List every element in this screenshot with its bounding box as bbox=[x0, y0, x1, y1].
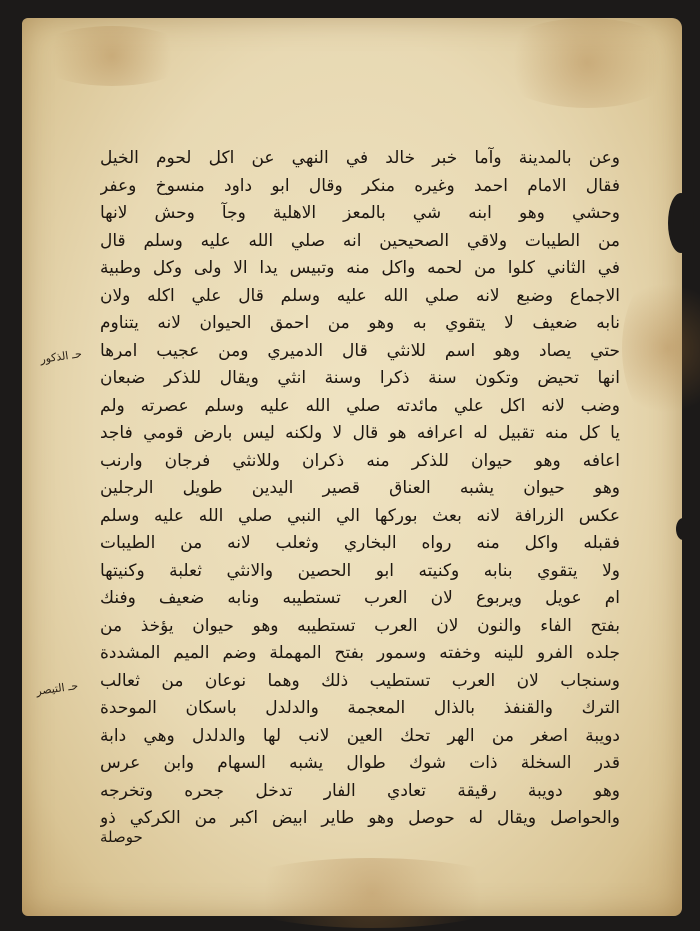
text-line: اعافه وهو حيوان للذكر منه ذكران وللانثي فرجان وارنب bbox=[100, 450, 620, 471]
text-line: وهو حيوان يشبه العناق قصير اليدين طويل الرجلين bbox=[100, 478, 620, 498]
stain-right-edge bbox=[622, 268, 700, 428]
text-line: جلده الفرو للينه وخفته وسمور بفتح المهملة وضم الميم المشددة bbox=[100, 643, 620, 663]
page-edge-damage bbox=[668, 193, 694, 253]
text-line: في الثاني كلوا من لحمه واكل منه وتبيس يدا الا ولى وكل وطبية bbox=[100, 258, 620, 278]
text-line: وسنجاب لان العرب تستطيب ذلك وهما نوعان من ثعالب bbox=[100, 670, 620, 691]
text-line: دويبة اصغر من الهر تحك العين لانب لها والدلدل وهي دابة bbox=[100, 725, 620, 746]
stain-top-right bbox=[492, 18, 682, 108]
text-line: وضب لانه اكل علي مائدته صلي الله عليه وسلم عصرته ولم bbox=[100, 395, 620, 416]
text-line: وحشي وهو ابنه شي بالمعز الاهلية وجآ وحش لانها bbox=[100, 203, 620, 223]
catchword: حوصلة bbox=[100, 828, 143, 846]
manuscript-text bbox=[100, 145, 620, 833]
page-edge-damage-small bbox=[676, 518, 690, 540]
text-line: والحواصل ويقال له حوصل وهو طاير ابيض اكبر من الكركي ذو bbox=[100, 808, 620, 828]
text-line: وعن بالمدينة وآما خبر خالد في النهي عن اكل لحوم الخيل bbox=[100, 148, 620, 168]
text-line: قدر السخلة ذات شوك طوال يشبه السهام وابن عرس bbox=[100, 753, 620, 773]
text-line: عكس الزرافة لانه بعث بوركها الي النبي صلي الله عليه وسلم bbox=[100, 505, 620, 526]
text-line: ام عويل ويربوع لان العرب تستطيبه ونابه ضعيف وفنك bbox=[100, 588, 620, 608]
text-line: الاجماع وضبع لانه صلي الله عليه وسلم قال علي اكله ولان bbox=[100, 285, 620, 306]
text-line: ولا يتقوي بنابه وكنيته ابو الحصين والانثي ثعلبة وكنيتها bbox=[100, 560, 620, 581]
text-line: حتي يصاد وهو اسم للانثي قال الدميري ومن عجيب امرها bbox=[100, 340, 620, 361]
stain-top-left bbox=[32, 26, 192, 86]
text-line: فقبله واكل منه رواه البخاري وثعلب لانه من الطيبات bbox=[100, 533, 620, 553]
text-line: من الطيبات ولاقي الصحيحين انه صلي الله عليه وسلم قال bbox=[100, 230, 620, 251]
text-line: يا كل منه تقبيل له اعرافه هو قال لا ولكنه ليس بارض قومي فاجد bbox=[100, 423, 620, 443]
text-line: بفتح الفاء والنون لان العرب تستطيبه وهو حيوان يؤخذ من bbox=[100, 615, 620, 636]
margin-note: حـ التيصر bbox=[35, 679, 79, 698]
text-line: الترك والقنفذ بالذال المعجمة والدلدل باسكان الموحدة bbox=[100, 698, 620, 718]
text-line: نابه ضعيف لا يتقوي به وهو من احمق الحيوان لانه يتناوم bbox=[100, 313, 620, 333]
text-line: فقال الامام احمد وغيره منكر وقال ابو داود منسوخ وعفر bbox=[100, 175, 620, 196]
text-line: انها تحيض وتكون سنة ذكرا وسنة انثي ويقال للذكر ضبعان bbox=[100, 368, 620, 388]
stain-bottom bbox=[222, 858, 522, 928]
text-line: وهو دويبة رقيقة تعادي الفار تدخل جحره وتخرجه bbox=[100, 780, 620, 801]
margin-note: حـ الذكور bbox=[39, 347, 83, 366]
